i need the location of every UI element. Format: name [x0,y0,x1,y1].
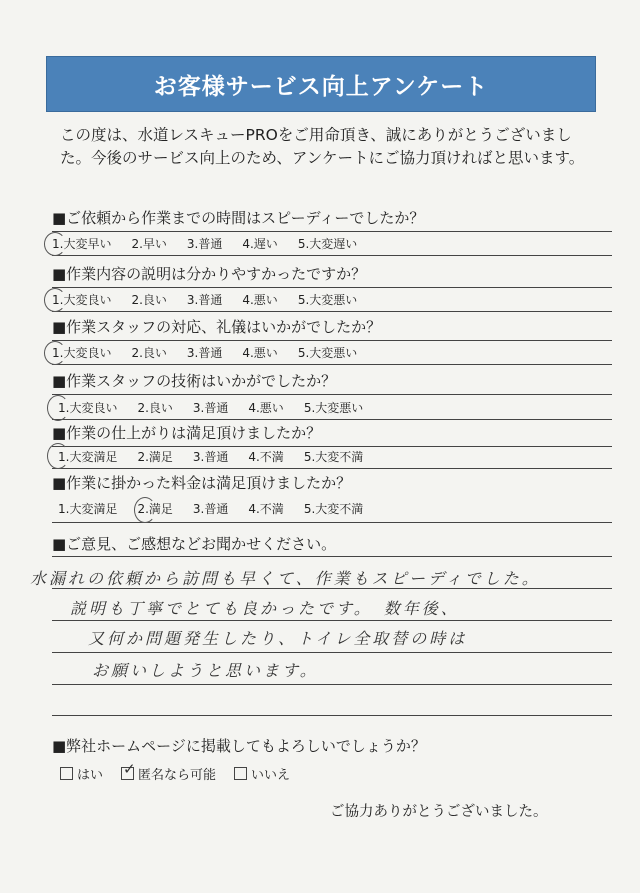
publish-option-no[interactable] [234,764,290,783]
option-2[interactable]: 2.良い [137,401,173,415]
question-5 [52,423,612,464]
option-5[interactable]: 5.大変遅い [297,237,358,251]
question-1 [52,208,612,251]
question-options [52,291,377,308]
publish-question [52,736,612,756]
question-6 [52,473,612,516]
option-5[interactable]: 5.大変不満 [303,502,364,516]
option-label: はい [77,768,104,783]
option-5[interactable]: 5.大変悪い [297,293,358,307]
option-label: 匿名なら可能 [138,768,217,783]
option-3[interactable]: 3.普通 [186,346,223,360]
option-4[interactable]: 4.悪い [242,346,278,360]
divider [52,446,612,447]
option-4[interactable]: 4.遅い [242,237,278,251]
question-3 [52,317,612,360]
publish-option-yes[interactable] [60,764,103,783]
survey-title: お客様サービス向上アンケート [153,73,489,100]
question-options [52,344,377,361]
publish-title: ■弊社ホームページに掲載してもよろしいでしょうか？ [52,737,426,755]
comment-line [52,652,612,653]
comment-line [52,684,612,685]
question-title: ■作業スタッフの技術はいかがでしたか？ [52,372,337,390]
divider [52,419,612,420]
intro-text: この度は、水道レスキューPROをご用命頂き、誠にありがとうございました。今後のサービス向上のため、アンケートにご協力頂ければと思います。 [60,126,585,167]
option-2[interactable]: 2.満足 [137,502,173,516]
option-3[interactable]: 3.普通 [186,293,223,307]
option-5[interactable]: 5.大変悪い [303,401,364,415]
selection-circle [44,232,66,256]
selection-circle [44,341,66,365]
option-1[interactable]: 1.大変満足 [58,450,118,464]
option-1[interactable]: 1.大変満足 [58,502,118,516]
handwritten-comment-line: 水漏れの依頼から訪問も早くて、作業もスピーディでした。 [30,569,541,588]
selection-circle [134,497,156,523]
title-banner [46,56,596,112]
checkbox[interactable] [60,767,73,780]
question-title: ■作業の仕上がりは満足頂けましたか？ [52,424,322,442]
option-3[interactable]: 3.普通 [192,450,229,464]
option-5[interactable]: 5.大変悪い [297,346,358,360]
option-3[interactable]: 3.普通 [186,237,223,251]
option-1[interactable]: 1.大変良い [58,401,118,415]
question-title: ■作業スタッフの対応、礼儀はいかがでしたか？ [52,318,382,336]
question-title: ■作業内容の説明は分かりやすかったですか？ [52,265,367,283]
option-4[interactable]: 4.不満 [248,450,284,464]
selection-circle [47,443,69,469]
comment-section [52,534,612,554]
divider [52,468,612,469]
checkbox-checked[interactable] [121,760,136,780]
option-1[interactable]: 1.大変良い [52,346,112,360]
check-mark-icon: ✓ [123,760,136,778]
checkbox[interactable] [234,767,247,780]
handwritten-comment-line: 説明も丁寧でとても良かったです。 数年後、 [70,599,460,618]
divider [52,311,612,312]
option-label: いいえ [251,768,291,783]
divider [52,287,612,288]
option-2[interactable]: 2.早い [131,237,167,251]
question-2 [52,264,612,307]
comment-line [52,556,612,557]
question-4 [52,371,612,415]
option-3[interactable]: 3.普通 [192,502,229,516]
divider [52,231,612,232]
selection-circle [47,395,69,421]
option-4[interactable]: 4.悪い [248,401,284,415]
question-options [52,235,377,252]
option-2[interactable]: 2.満足 [137,450,173,464]
option-4[interactable]: 4.不満 [248,502,284,516]
question-options [58,500,383,517]
handwritten-comment-line: 又何か問題発生したり、トイレ全取替の時は [88,629,468,648]
selection-circle [44,288,66,312]
option-1[interactable]: 1.大変良い [52,293,112,307]
divider [52,255,612,256]
option-4[interactable]: 4.悪い [242,293,278,307]
publish-options [60,760,308,783]
divider [52,394,612,395]
handwritten-comment-line: お願いしようと思います。 [92,661,319,680]
divider [52,364,612,365]
option-5[interactable]: 5.大変不満 [303,450,364,464]
option-2[interactable]: 2.良い [131,346,167,360]
question-title: ■作業に掛かった料金は満足頂けましたか？ [52,474,352,492]
question-options [58,448,383,465]
divider [52,522,612,523]
divider [52,340,612,341]
thanks-text: ご協力ありがとうございました。 [330,804,548,820]
option-2[interactable]: 2.良い [131,293,167,307]
question-title: ■ご依頼から作業までの時間はスピーディーでしたか？ [52,209,425,227]
question-options [58,399,383,416]
comment-line [52,620,612,621]
comment-line [52,715,612,716]
option-3[interactable]: 3.普通 [192,401,229,415]
publish-option-anonymous[interactable] [121,760,217,783]
comment-title: ■ご意見、ご感想などお聞かせください。 [52,535,337,553]
option-1[interactable]: 1.大変早い [52,237,112,251]
